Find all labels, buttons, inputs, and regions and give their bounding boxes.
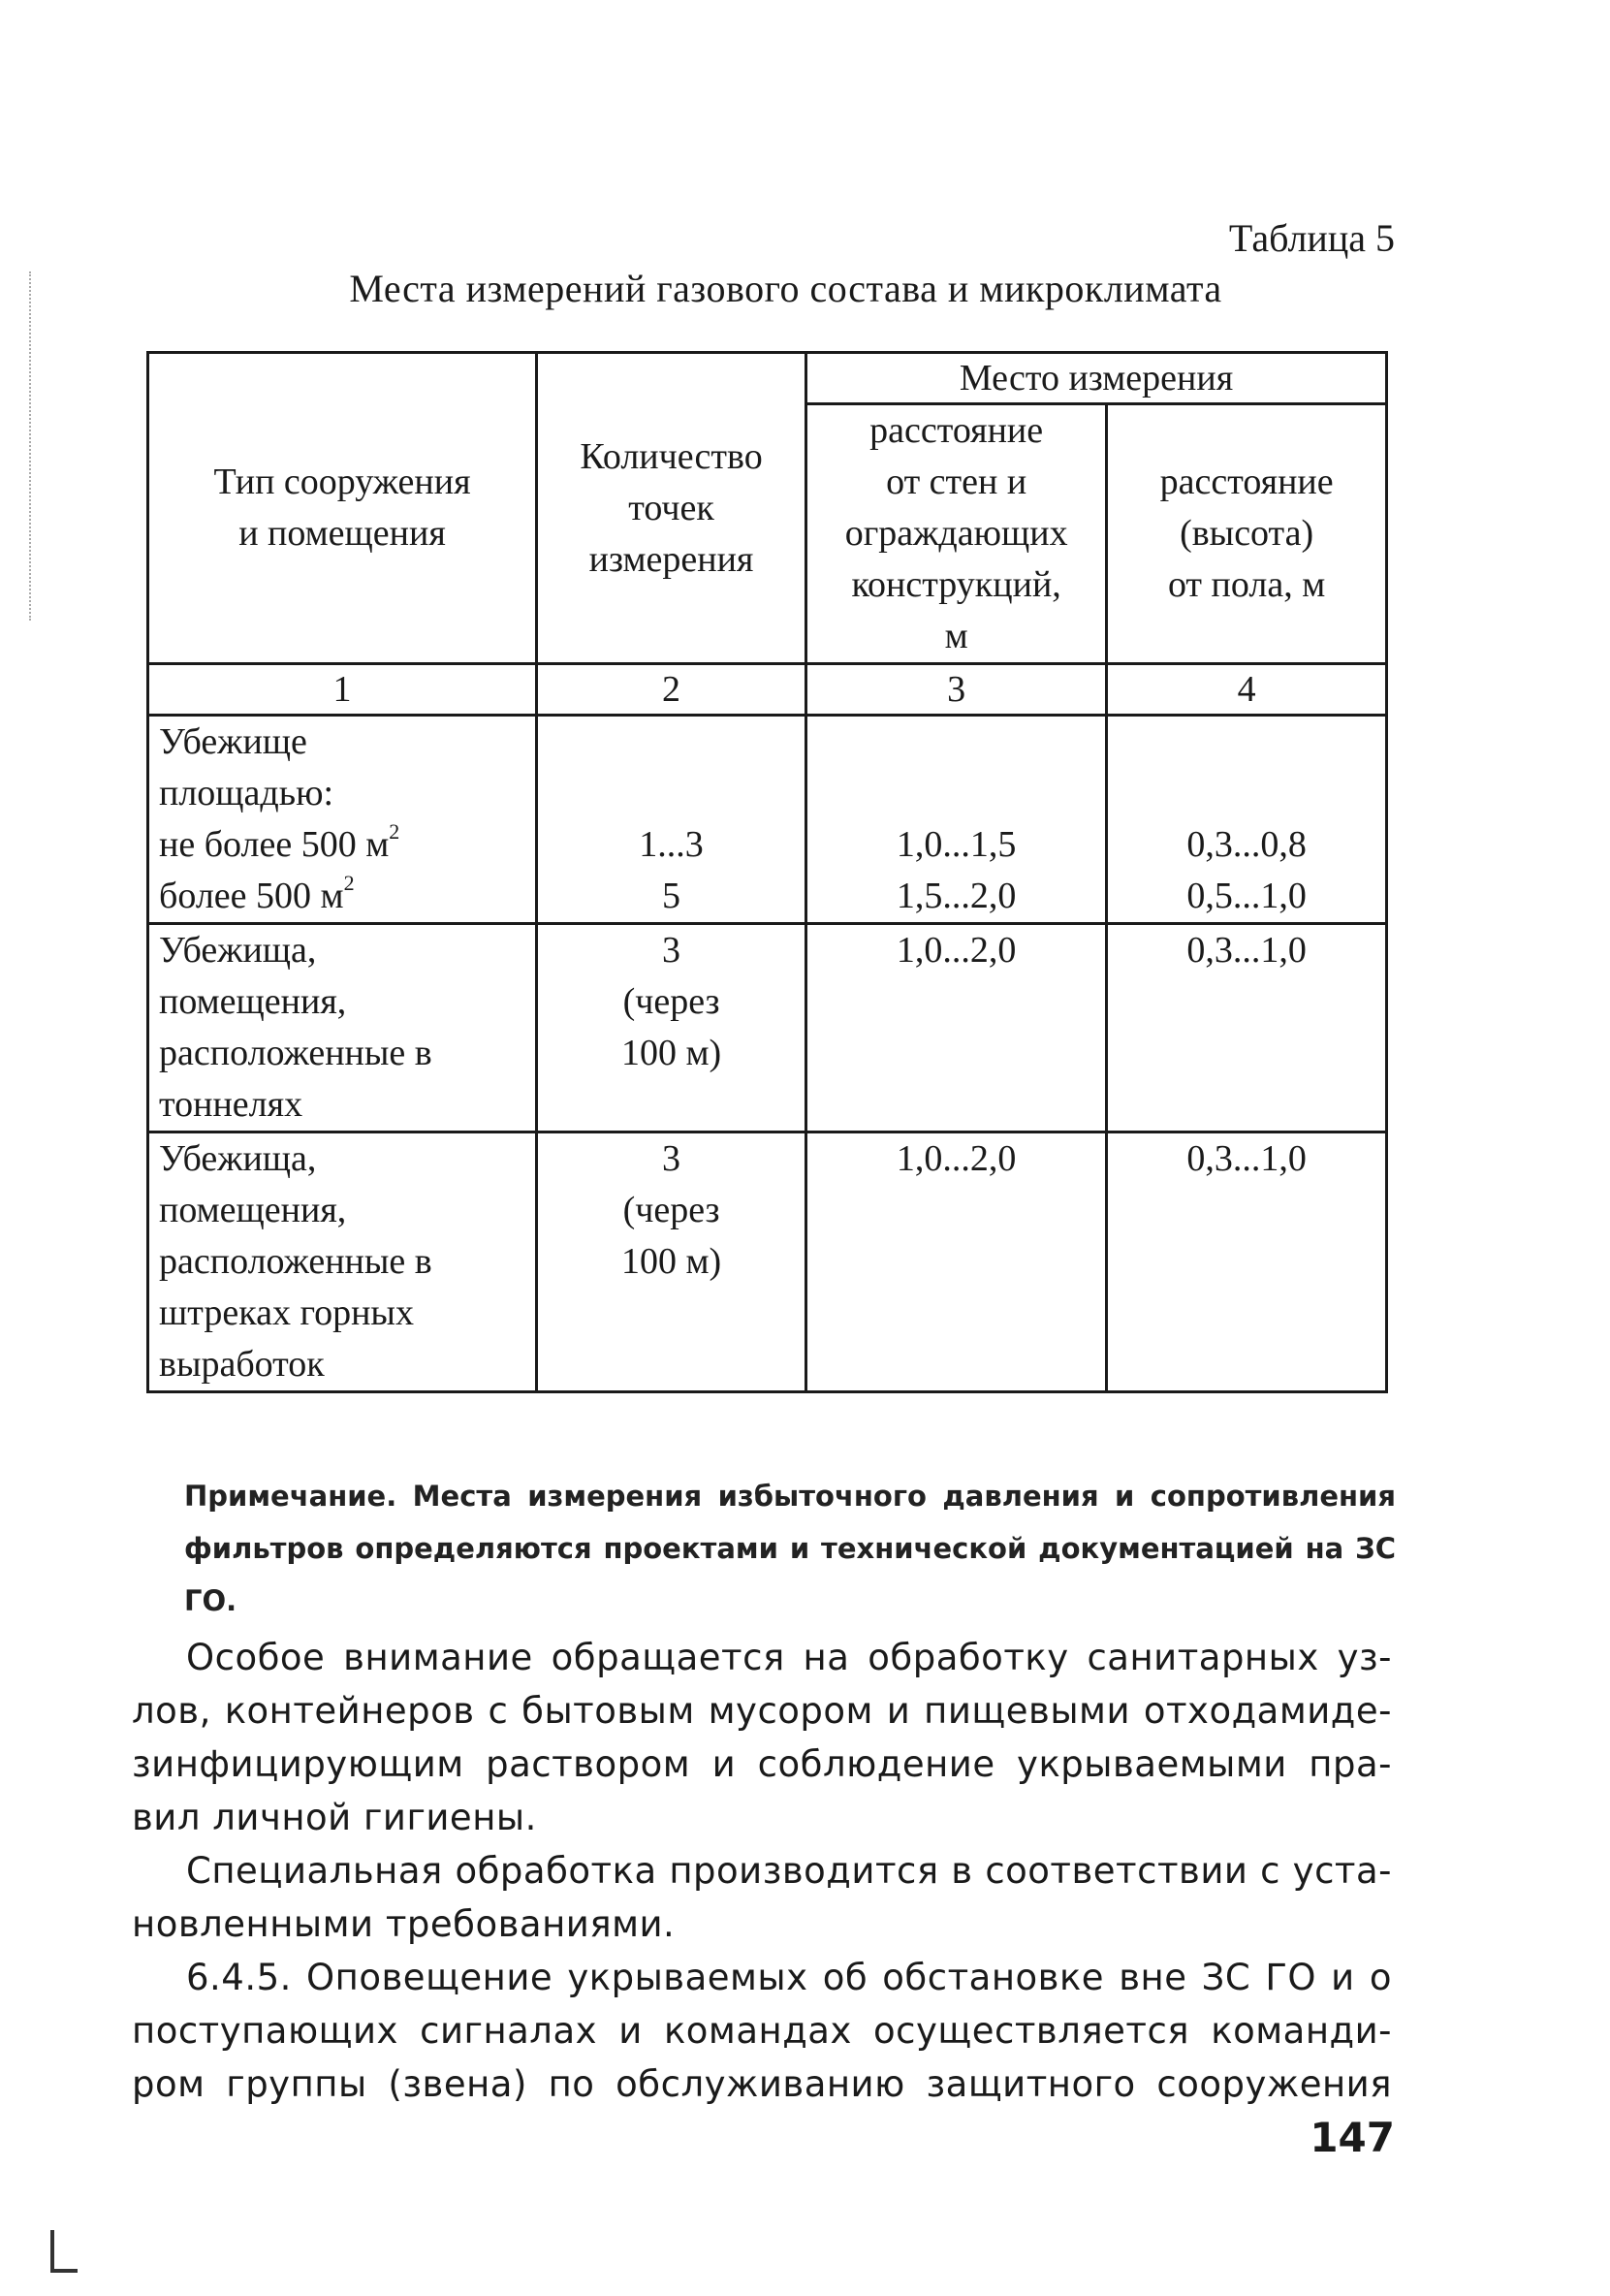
wall-distance-cell: 1,0...2,0 [806,1132,1107,1392]
points-count-cell: 3 (через 100 м) [537,924,806,1132]
floor-distance-cell: 0,3...1,0 [1107,1132,1387,1392]
floor-distance-cell: 0,3...1,0 [1107,924,1387,1132]
points-count-cell: 1...3 5 [537,716,806,924]
header-measurement-place: Место измерения [806,353,1387,404]
paragraph-special-treatment: Специальная обработка производится в соответствии с уста- новленными требованиями. [132,1850,1392,1945]
column-number: 2 [537,664,806,716]
table-row [148,716,1387,924]
table-header-row-1 [148,353,1387,404]
paragraph-sanitary: Особое внимание обращается на обработку санитарных уз- лов, контейнеров с бытовым мусором и пищевыми отходамиде- зинфицирующим раствором и соблюдение укрываемыми пра- вил личной гигиены. [132,1637,1392,1838]
structure-type-cell: Убежища, помещения, расположенные в тоннелях [148,924,537,1132]
table-note: Примечание. Места измерения избыточного давления и сопротивления фильтров определяются проектами и технической документацией на ЗС ГО. [184,1480,1396,1617]
header-floor-distance: расстояние (высота) от пола, м [1107,404,1387,664]
points-count-cell: 3 (через 100 м) [537,1132,806,1392]
table-row [148,1132,1387,1392]
column-numbers-row [148,664,1387,716]
header-structure-type: Тип сооружения и помещения [148,353,537,664]
column-number: 3 [806,664,1107,716]
wall-distance-cell: 1,0...1,5 1,5...2,0 [806,716,1107,924]
table-title: Места измерений газового состава и микроклимата [349,267,1222,310]
table-row [148,924,1387,1132]
structure-type-cell: Убежище площадью: не более 500 $м^2$ более 500 $м^2$ [148,716,537,924]
page-number: 147 [1310,2114,1395,2161]
header-wall-distance: расстояние от стен и ограждающих конструкций, м [806,404,1107,664]
wall-distance-cell: 1,0...2,0 [806,924,1107,1132]
paragraph-notification: 6.4.5. Оповещение укрываемых об обстановке вне ЗС ГО и о поступающих сигналах и командах осуществляется команди- ром группы (звена) по обслуживанию защитного сооружения [132,1957,1392,2105]
column-number: 1 [148,664,537,716]
measurement-locations-table [146,351,1388,1393]
table-number-label: Таблица 5 [1228,216,1395,260]
header-points-count: Количество точек измерения [537,353,806,664]
column-number: 4 [1107,664,1387,716]
structure-type-cell: Убежища, помещения, расположенные в штреках горных выработок [148,1132,537,1392]
scan-margin-artifact [29,271,37,621]
scan-corner-artifact [50,2230,78,2273]
floor-distance-cell: 0,3...0,8 0,5...1,0 [1107,716,1387,924]
